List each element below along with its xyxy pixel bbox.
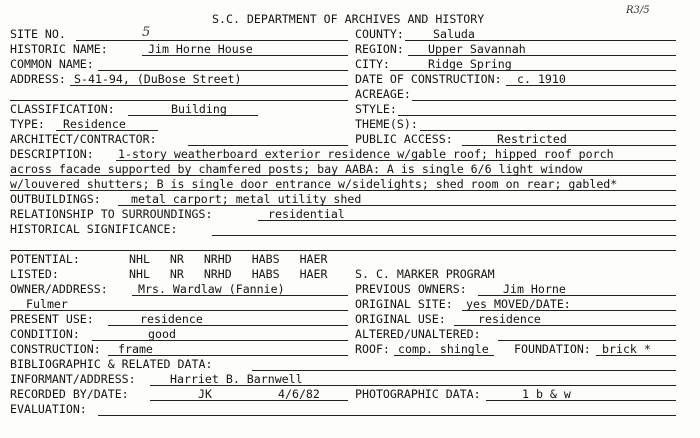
bibliographic-label: BIBLIOGRAPHIC & RELATED DATA: — [10, 357, 213, 371]
owner-label: OWNER/ADDRESS: — [10, 282, 108, 296]
listed-options: NHL NR NRHD HABS HAER — [129, 267, 328, 281]
historical-significance-line-2 — [10, 250, 676, 251]
themes-label: THEME(S): — [355, 117, 418, 131]
informant-label: INFORMANT/ADDRESS: — [10, 372, 136, 386]
recorded-date-value: 4/6/82 — [278, 387, 320, 401]
roof-line — [394, 355, 494, 356]
original-use-value: residence — [478, 312, 541, 326]
potential-label: POTENTIAL: — [10, 252, 80, 266]
acreage-label: ACREAGE: — [355, 87, 411, 101]
type-line — [56, 130, 158, 131]
left-divider-line — [10, 100, 348, 101]
present-use-value: residence — [140, 312, 203, 326]
original-use-label: ORIGINAL USE: — [355, 312, 446, 326]
type-value: Residence — [63, 117, 126, 131]
owner-line-2 — [10, 310, 348, 311]
marker-program: S. C. MARKER PROGRAM — [355, 267, 495, 281]
historic-name-label: HISTORIC NAME: — [10, 42, 108, 56]
historical-significance-label: HISTORICAL SIGNIFICANCE: — [10, 222, 178, 236]
photographic-value: 1 b & w — [522, 387, 571, 401]
recorded-by-line — [150, 400, 348, 401]
city-label: CITY: — [355, 57, 390, 71]
type-label: TYPE: — [10, 117, 45, 131]
recorded-by-label: RECORDED BY/DATE: — [10, 387, 129, 401]
condition-line — [92, 340, 348, 341]
outbuildings-value: metal carport; metal utility shed — [131, 192, 362, 206]
region-value: Upper Savannah — [428, 42, 526, 56]
previous-owners-value: Jim Horne — [503, 282, 566, 296]
address-value: S-41-94, (DuBose Street) — [74, 72, 242, 86]
architect-line — [188, 145, 348, 146]
construction-label: CONSTRUCTION: — [10, 342, 101, 356]
form-header: S.C. DEPARTMENT OF ARCHIVES AND HISTORY — [212, 12, 485, 26]
address-line — [70, 85, 348, 86]
outbuildings-line — [118, 205, 676, 206]
architect-label: ARCHITECT/CONTRACTOR: — [10, 132, 157, 146]
historical-significance-line — [212, 235, 676, 236]
outbuildings-label: OUTBUILDINGS: — [10, 192, 101, 206]
previous-owners-line — [478, 295, 676, 296]
classification-value: Building — [171, 102, 227, 116]
site-no-label: SITE NO. — [10, 27, 66, 41]
owner-value: Mrs. Wardlaw (Fannie) — [138, 282, 285, 296]
style-line — [398, 115, 676, 116]
relationship-label: RELATIONSHIP TO SURROUNDINGS: — [10, 207, 213, 221]
city-line — [390, 70, 676, 71]
site-no-value: 5 — [142, 25, 151, 40]
public-access-line — [462, 145, 676, 146]
region-line — [408, 55, 676, 56]
construction-value: frame — [118, 342, 153, 356]
roof-label: ROOF: — [355, 342, 390, 356]
photographic-line — [486, 400, 676, 401]
condition-value: good — [148, 327, 176, 341]
site-no-line — [76, 40, 348, 41]
description-line-2: across facade supported by chamfered posts; bay AABA: A is single 6/6 light window — [10, 162, 583, 176]
description-label: DESCRIPTION: — [10, 147, 94, 161]
description-underline-3 — [10, 190, 676, 191]
foundation-line — [596, 355, 676, 356]
foundation-value: brick * — [602, 342, 651, 356]
evaluation-line — [98, 415, 676, 416]
moved-date-label: MOVED/DATE: — [494, 297, 571, 311]
classification-label: CLASSIFICATION: — [10, 102, 115, 116]
public-access-value: Restricted — [497, 132, 567, 146]
owner-line — [132, 295, 348, 296]
present-use-label: PRESENT USE: — [10, 312, 94, 326]
bibliographic-line — [252, 370, 676, 371]
common-name-label: COMMON NAME: — [10, 57, 94, 71]
condition-label: CONDITION: — [10, 327, 80, 341]
altered-label: ALTERED/UNALTERED: — [355, 327, 481, 341]
previous-owners-label: PREVIOUS OWNERS: — [355, 282, 467, 296]
original-site-label: ORIGINAL SITE: — [355, 297, 453, 311]
construction-line — [108, 355, 348, 356]
region-label: REGION: — [355, 42, 404, 56]
historic-name-value: Jim Horne House — [148, 42, 253, 56]
photographic-label: PHOTOGRAPHIC DATA: — [355, 387, 481, 401]
themes-line — [420, 130, 676, 131]
classification-line — [128, 115, 258, 116]
relationship-value: residential — [268, 207, 345, 221]
county-line — [405, 40, 676, 41]
common-name-line — [98, 70, 348, 71]
county-label: COUNTY: — [355, 27, 404, 41]
original-use-line — [454, 325, 676, 326]
evaluation-label: EVALUATION: — [10, 402, 87, 416]
date-construction-value: c. 1910 — [517, 72, 566, 86]
acreage-line — [412, 100, 676, 101]
historic-name-line — [142, 55, 348, 56]
style-label: STYLE: — [355, 102, 397, 116]
date-construction-line — [506, 85, 676, 86]
original-site-value: yes — [466, 297, 487, 311]
informant-line — [150, 385, 676, 386]
corner-note: R3/5 — [626, 5, 650, 16]
public-access-label: PUBLIC ACCESS: — [355, 132, 453, 146]
foundation-label: FOUNDATION: — [514, 342, 591, 356]
description-underline-2 — [10, 175, 676, 176]
original-site-line — [462, 310, 676, 311]
description-line-1: 1-story weatherboard exterior residence w/gable roof; hipped roof porch — [118, 147, 614, 161]
altered-line — [498, 340, 676, 341]
present-use-line — [108, 325, 348, 326]
listed-label: LISTED: — [10, 267, 59, 281]
city-value: Ridge Spring — [428, 57, 512, 71]
informant-value: Harriet B. Barnwell — [170, 372, 303, 386]
county-value: Saluda — [433, 27, 475, 41]
description-line-3: w/louvered shutters; B is single door entrance w/sidelights; shed room on rear; gabled* — [10, 177, 618, 191]
recorded-by-value: JK — [198, 387, 212, 401]
date-construction-label: DATE OF CONSTRUCTION: — [355, 72, 502, 86]
potential-options: NHL NR NRHD HABS HAER — [129, 252, 328, 266]
relationship-line — [258, 220, 676, 221]
owner-value-2: Fulmer — [26, 297, 68, 311]
roof-value: comp. shingle — [398, 342, 489, 356]
address-label: ADDRESS: — [10, 72, 66, 86]
description-underline-1 — [116, 160, 676, 161]
